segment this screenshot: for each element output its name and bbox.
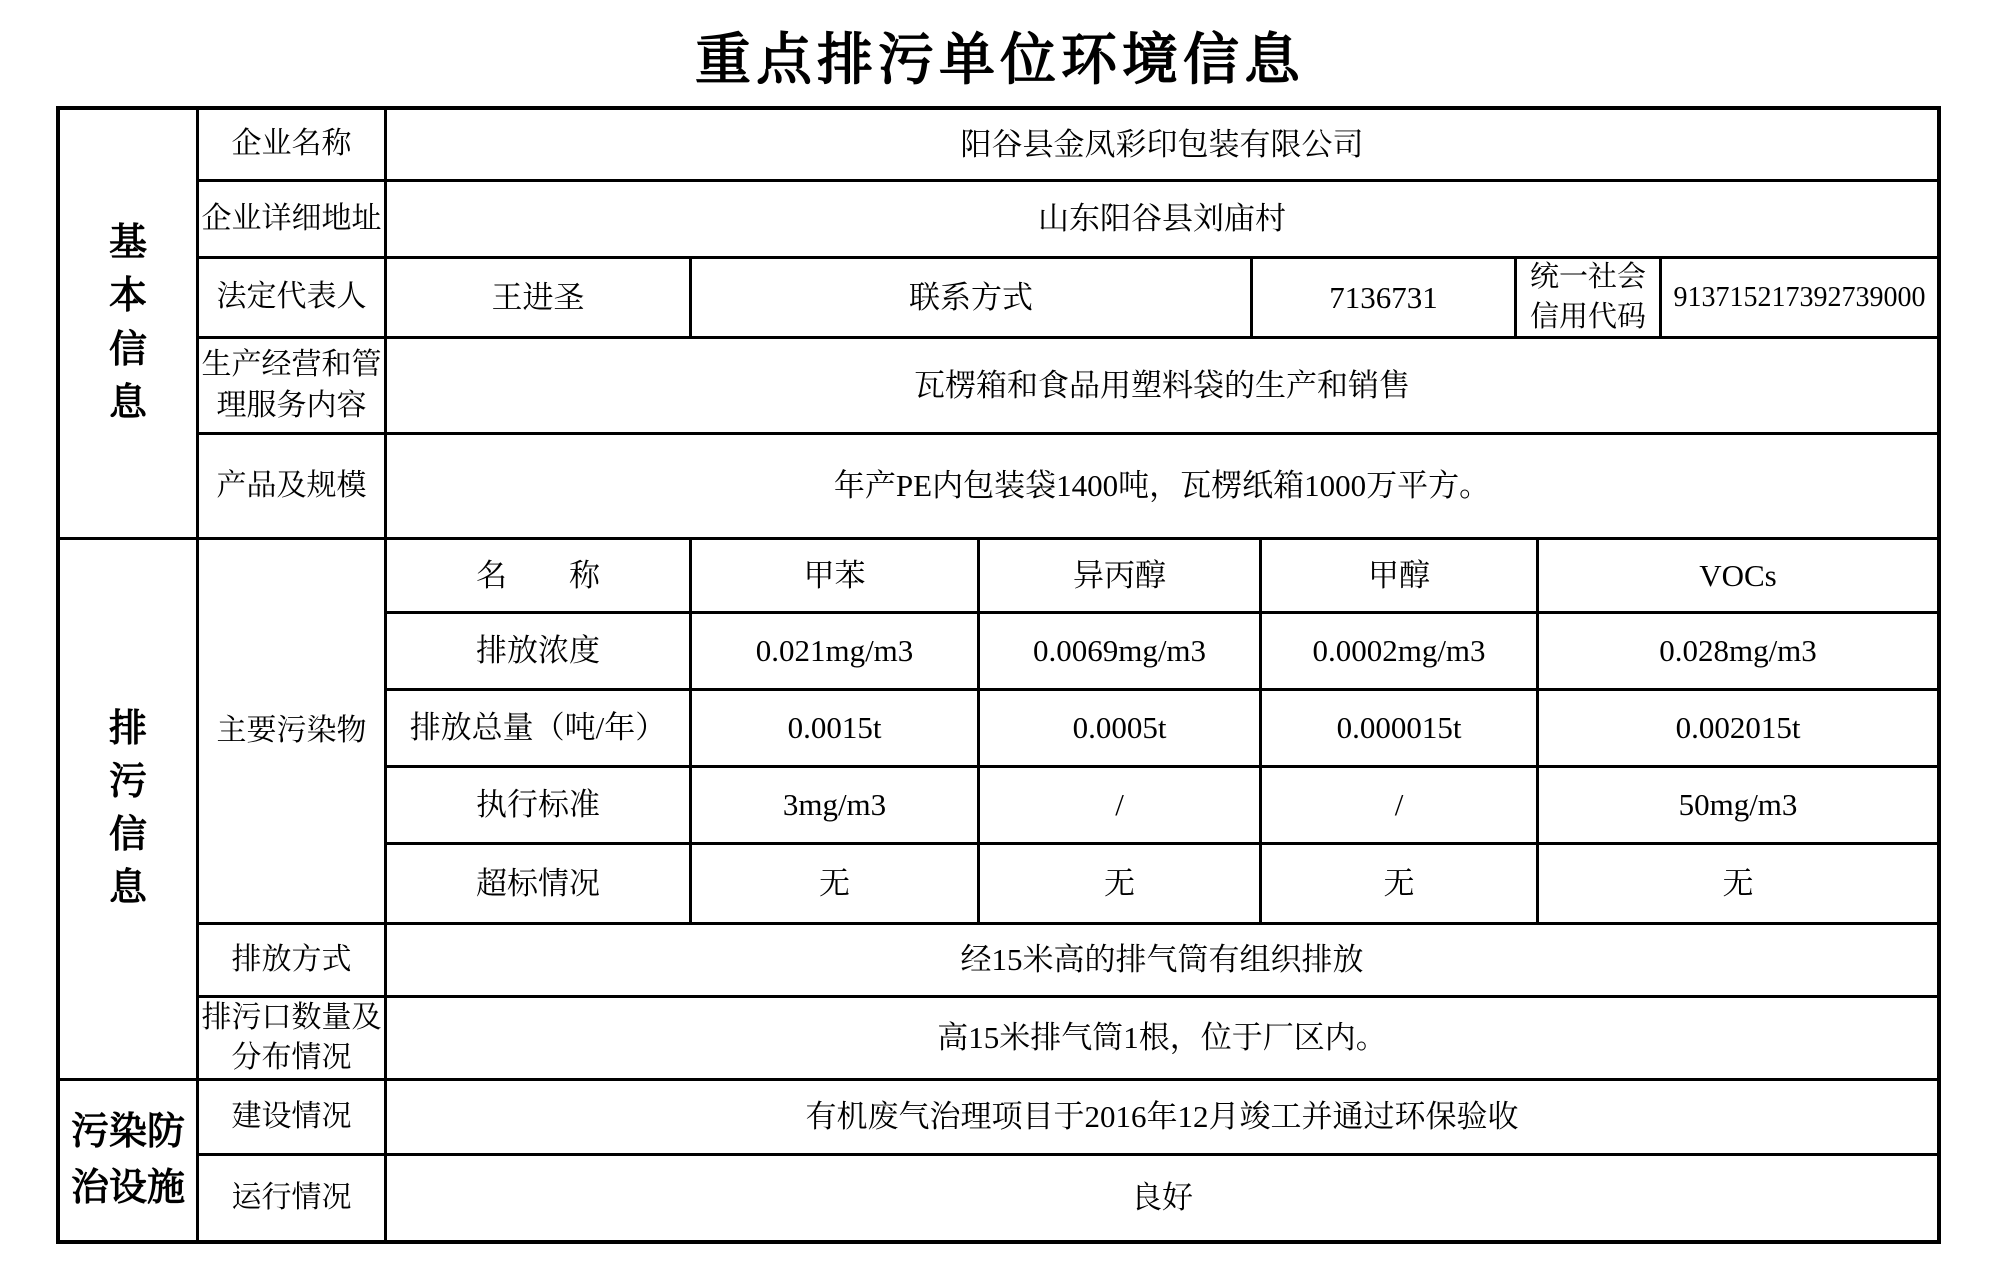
- total-toluene: 0.0015t: [692, 691, 980, 765]
- credit-code-label: 统一社会信用代码: [1517, 259, 1662, 336]
- page-title: 重点排污单位环境信息: [695, 30, 1305, 92]
- contact-value: 7136731: [1253, 259, 1517, 336]
- concentration-label: 排放浓度: [387, 614, 692, 688]
- row-construction: [199, 1081, 1937, 1156]
- company-name-label: 企业名称: [199, 110, 387, 179]
- row-address: [199, 182, 1937, 259]
- pollutants-block: [199, 540, 1937, 925]
- construction-label: 建设情况: [199, 1081, 387, 1153]
- section-prevention-body: [199, 1081, 1937, 1240]
- business-scope-label: 生产经营和管理服务内容: [199, 339, 387, 432]
- row-company-name: [199, 110, 1937, 182]
- section-basic-label: 基本信息: [108, 222, 147, 424]
- pollutant-col-isopropanol: 异丙醇: [980, 540, 1262, 611]
- section-prevention-label: 污染防治设施: [70, 1111, 185, 1209]
- section-discharge-info: [60, 540, 1937, 1081]
- outlets-label: 排污口数量及分布情况: [199, 998, 387, 1078]
- pollutant-name-header: 名 称: [387, 540, 692, 611]
- pollutant-header-row: [387, 540, 1937, 614]
- row-outlets: [199, 998, 1937, 1078]
- standard-toluene: 3mg/m3: [692, 768, 980, 842]
- section-basic-info: [60, 110, 1937, 540]
- standard-methanol: /: [1262, 768, 1539, 842]
- section-basic-label-cell: [60, 110, 199, 537]
- row-products: [199, 435, 1937, 537]
- section-prevention-label-cell: [60, 1081, 199, 1240]
- concentration-vocs: 0.028mg/m3: [1659, 633, 1817, 669]
- concentration-row: [387, 614, 1937, 691]
- operation-label: 运行情况: [199, 1156, 387, 1240]
- total-methanol: 0.000015t: [1262, 691, 1539, 765]
- section-prevention-facilities: [60, 1081, 1937, 1240]
- standard-isopropanol: /: [980, 768, 1262, 842]
- pollutant-col-methanol: 甲醇: [1262, 540, 1539, 611]
- pollutant-col-vocs: VOCs: [1699, 557, 1777, 593]
- concentration-methanol: 0.0002mg/m3: [1262, 614, 1539, 688]
- legal-rep-value: 王进圣: [387, 259, 692, 336]
- section-discharge-label-cell: [60, 540, 199, 1078]
- address-value: 山东阳谷县刘庙村: [1038, 201, 1286, 237]
- company-name-value: 阳谷县金凤彩印包装有限公司: [960, 126, 1364, 162]
- info-table: [56, 106, 1941, 1244]
- discharge-mode-label: 排放方式: [199, 925, 387, 995]
- discharge-mode-value: 经15米高的排气筒有组织排放: [960, 942, 1364, 978]
- business-scope-value: 瓦楞箱和食品用塑料袋的生产和销售: [914, 367, 1410, 403]
- total-amount-row: [387, 691, 1937, 768]
- section-discharge-body: [199, 540, 1937, 1078]
- credit-code-value: 913715217392739000: [1673, 281, 1926, 313]
- section-discharge-label: 排污信息: [108, 707, 147, 910]
- exceedance-isopropanol: 无: [980, 845, 1262, 922]
- standard-label: 执行标准: [387, 768, 692, 842]
- row-operation: [199, 1156, 1937, 1240]
- legal-rep-label: 法定代表人: [199, 259, 387, 336]
- row-legal-rep: [199, 259, 1937, 339]
- row-discharge-mode: [199, 925, 1937, 998]
- total-vocs: 0.002015t: [1675, 710, 1801, 746]
- products-value: 年产PE内包装袋1400吨，瓦楞纸箱1000万平方。: [833, 468, 1491, 504]
- construction-value: 有机废气治理项目于2016年12月竣工并通过环保验收: [805, 1099, 1519, 1135]
- operation-value: 良好: [1131, 1180, 1193, 1216]
- address-label: 企业详细地址: [199, 182, 387, 256]
- total-amount-label: 排放总量（吨/年）: [387, 691, 692, 765]
- exceedance-vocs: 无: [1722, 865, 1754, 901]
- total-isopropanol: 0.0005t: [980, 691, 1262, 765]
- exceedance-row: [387, 845, 1937, 922]
- section-basic-body: [199, 110, 1937, 537]
- pollutants-table: [387, 540, 1937, 922]
- pollutant-col-toluene: 甲苯: [692, 540, 980, 611]
- concentration-isopropanol: 0.0069mg/m3: [980, 614, 1262, 688]
- standard-vocs: 50mg/m3: [1678, 787, 1798, 823]
- pollutants-label: 主要污染物: [199, 540, 387, 922]
- outlets-value: 高15米排气筒1根，位于厂区内。: [937, 1020, 1387, 1056]
- standard-row: [387, 768, 1937, 845]
- products-label: 产品及规模: [199, 435, 387, 537]
- contact-label: 联系方式: [692, 259, 1253, 336]
- exceedance-toluene: 无: [692, 845, 980, 922]
- exceedance-label: 超标情况: [387, 845, 692, 922]
- row-business-scope: [199, 339, 1937, 435]
- concentration-toluene: 0.021mg/m3: [692, 614, 980, 688]
- exceedance-methanol: 无: [1262, 845, 1539, 922]
